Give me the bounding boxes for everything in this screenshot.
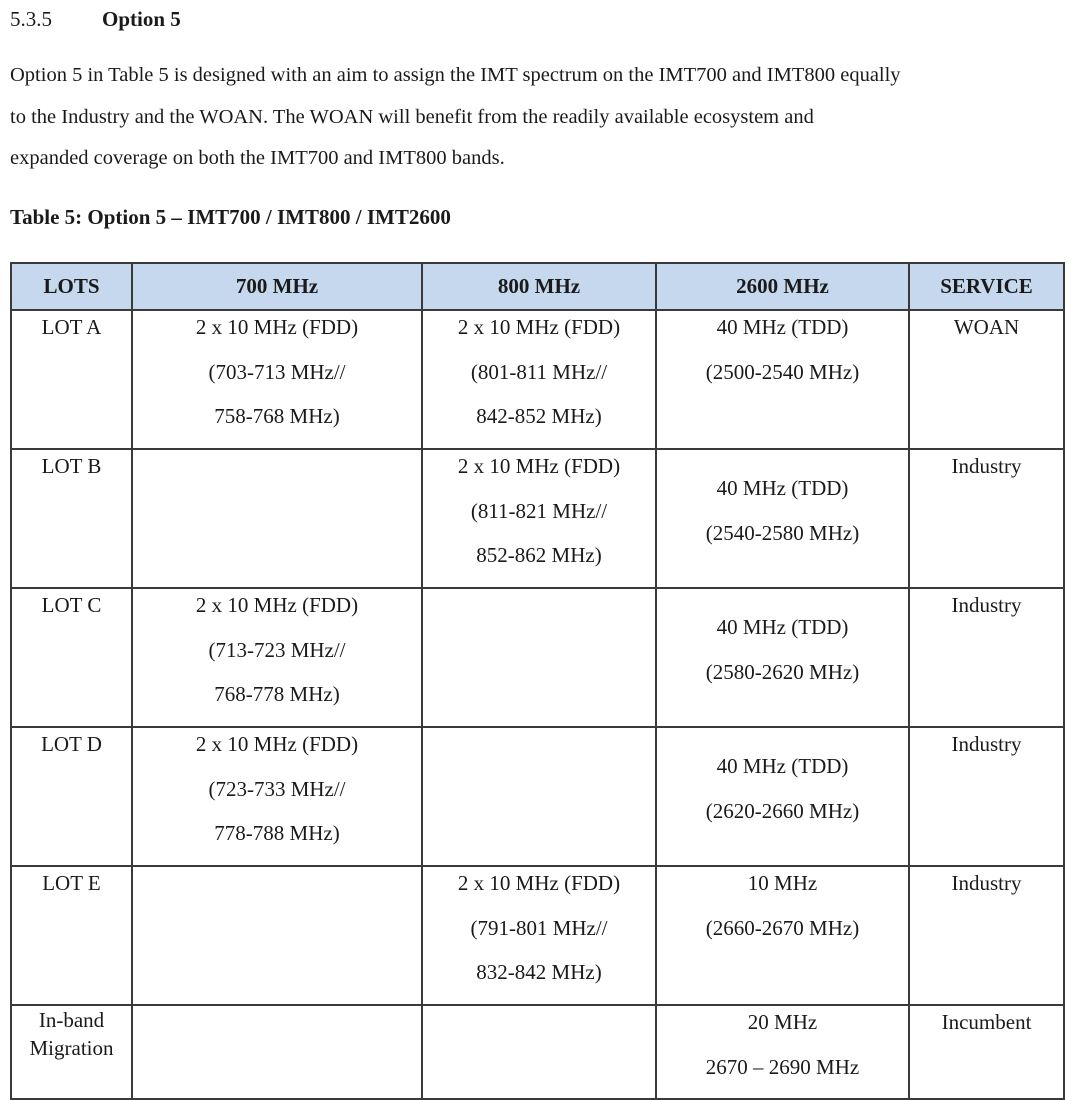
cell-800 bbox=[422, 727, 656, 866]
service-cell bbox=[909, 449, 1064, 588]
header-800: 800 MHz bbox=[422, 263, 656, 310]
cell-2600 bbox=[656, 310, 909, 449]
lot-cell bbox=[11, 449, 132, 588]
cell-line: 2 x 10 MHz (FDD) bbox=[195, 315, 359, 339]
cell-line: (2540-2580 MHz) bbox=[705, 520, 860, 545]
cell-line: 758-768 MHz) bbox=[214, 404, 340, 428]
cell-line: (2620-2660 MHz) bbox=[705, 798, 860, 823]
cell-line: (723-733 MHz// bbox=[208, 776, 346, 801]
cell-700 bbox=[132, 866, 422, 1005]
cell-800 bbox=[422, 449, 656, 588]
cell-line: 40 MHz (TDD) bbox=[716, 754, 849, 778]
cell-800 bbox=[422, 310, 656, 449]
cell-line: 40 MHz (TDD) bbox=[716, 315, 849, 339]
cell-700 bbox=[132, 588, 422, 727]
lot-name: LOT D bbox=[41, 732, 102, 756]
service-label: Incumbent bbox=[941, 1010, 1032, 1034]
cell-line: (811-821 MHz// bbox=[470, 498, 608, 523]
service-label: WOAN bbox=[953, 315, 1020, 339]
cell-line: 778-788 MHz) bbox=[214, 821, 340, 845]
lot-cell bbox=[11, 727, 132, 866]
lot-name: LOT C bbox=[41, 593, 102, 617]
cell-800 bbox=[422, 588, 656, 727]
service-cell bbox=[909, 727, 1064, 866]
cell-2600 bbox=[656, 449, 909, 588]
table-row bbox=[11, 588, 1064, 727]
cell-line: (791-801 MHz// bbox=[470, 915, 608, 940]
cell-line: 2 x 10 MHz (FDD) bbox=[457, 454, 621, 478]
cell-line: 2 x 10 MHz (FDD) bbox=[457, 315, 621, 339]
section-number: 5.3.5 bbox=[10, 7, 52, 31]
service-label: Industry bbox=[951, 732, 1022, 756]
paragraph-line: to the Industry and the WOAN. The WOAN will benefit from the readily available ecosystem and bbox=[10, 105, 814, 128]
service-cell bbox=[909, 1005, 1064, 1099]
cell-line: 842-852 MHz) bbox=[476, 404, 602, 428]
section-heading bbox=[10, 6, 181, 32]
lot-name: Migration bbox=[29, 1036, 114, 1060]
cell-line: 2670 – 2690 MHz bbox=[705, 1054, 860, 1079]
lot-name: In-band bbox=[38, 1008, 105, 1032]
lot-name: LOT B bbox=[41, 454, 102, 478]
cell-line: 2 x 10 MHz (FDD) bbox=[195, 732, 359, 756]
header-700: 700 MHz bbox=[132, 263, 422, 310]
table-row bbox=[11, 866, 1064, 1005]
lot-name: LOT E bbox=[42, 871, 101, 895]
cell-line: 832-842 MHz) bbox=[476, 960, 602, 984]
lot-cell bbox=[11, 588, 132, 727]
cell-2600 bbox=[656, 866, 909, 1005]
paragraph-line: expanded coverage on both the IMT700 and IMT800 bands. bbox=[10, 147, 505, 169]
header-2600: 2600 MHz bbox=[656, 263, 909, 310]
cell-line: (2500-2540 MHz) bbox=[705, 359, 860, 384]
cell-2600 bbox=[656, 1005, 909, 1099]
cell-800 bbox=[422, 1005, 656, 1099]
cell-line: (2660-2670 MHz) bbox=[705, 915, 860, 940]
lot-cell bbox=[11, 310, 132, 449]
cell-line: 10 MHz bbox=[747, 871, 818, 895]
section-title: Option 5 bbox=[102, 7, 181, 31]
table-caption: Table 5: Option 5 – IMT700 / IMT800 / IMT2600 bbox=[10, 205, 451, 229]
cell-line: (2580-2620 MHz) bbox=[705, 659, 860, 684]
table-row bbox=[11, 310, 1064, 449]
service-label: Industry bbox=[951, 593, 1022, 617]
header-service: SERVICE bbox=[909, 263, 1064, 310]
cell-800 bbox=[422, 866, 656, 1005]
intro-paragraph bbox=[10, 55, 1025, 180]
cell-line: 852-862 MHz) bbox=[476, 543, 602, 567]
cell-line: 40 MHz (TDD) bbox=[716, 615, 849, 639]
lot-cell bbox=[11, 866, 132, 1005]
cell-line: 768-778 MHz) bbox=[214, 682, 340, 706]
cell-700 bbox=[132, 449, 422, 588]
cell-line: 40 MHz (TDD) bbox=[716, 476, 849, 500]
cell-line: (801-811 MHz// bbox=[470, 359, 608, 384]
service-cell bbox=[909, 310, 1064, 449]
cell-700 bbox=[132, 727, 422, 866]
cell-line: 2 x 10 MHz (FDD) bbox=[195, 593, 359, 617]
table-row bbox=[11, 1005, 1064, 1099]
service-label: Industry bbox=[951, 871, 1022, 895]
service-cell bbox=[909, 588, 1064, 727]
cell-line: (713-723 MHz// bbox=[208, 637, 346, 662]
service-label: Industry bbox=[951, 454, 1022, 478]
header-lots: LOTS bbox=[11, 263, 132, 310]
table-row bbox=[11, 727, 1064, 866]
cell-700 bbox=[132, 310, 422, 449]
lot-name: LOT A bbox=[41, 315, 102, 339]
table-header-row bbox=[11, 263, 1064, 310]
cell-line: 2 x 10 MHz (FDD) bbox=[457, 871, 621, 895]
cell-700 bbox=[132, 1005, 422, 1099]
table-row bbox=[11, 449, 1064, 588]
cell-2600 bbox=[656, 588, 909, 727]
cell-2600 bbox=[656, 727, 909, 866]
cell-line: (703-713 MHz// bbox=[208, 359, 346, 384]
lot-cell bbox=[11, 1005, 132, 1099]
spectrum-table bbox=[10, 262, 1065, 1100]
service-cell bbox=[909, 866, 1064, 1005]
cell-line: 20 MHz bbox=[747, 1010, 818, 1034]
paragraph-line: Option 5 in Table 5 is designed with an aim to assign the IMT spectrum on the IMT700 and IMT800 equally bbox=[10, 64, 901, 86]
